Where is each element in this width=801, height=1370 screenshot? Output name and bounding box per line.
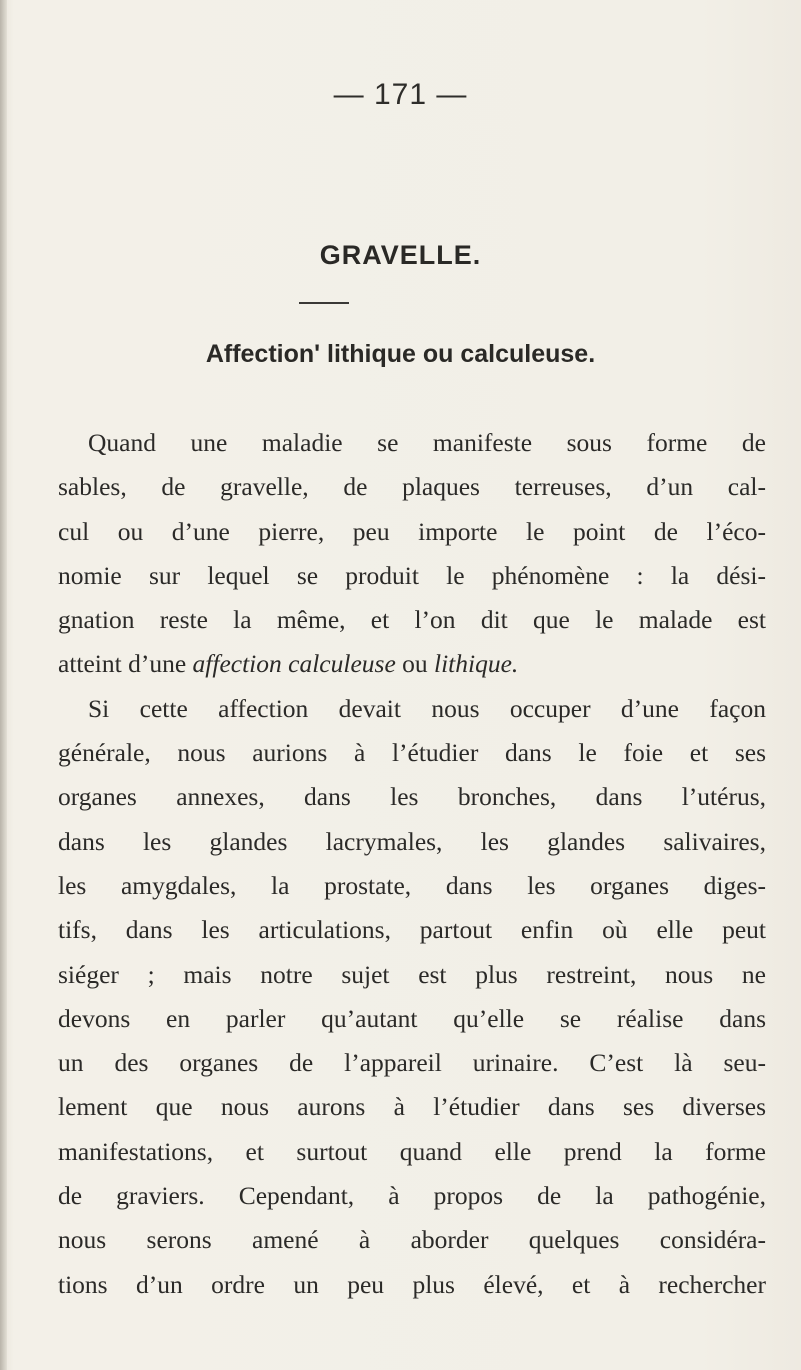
text-line: Quand une maladie se manifeste sous forme de [88, 428, 766, 457]
text-line: nomie sur lequel se produit le phénomène : la dési- [58, 560, 766, 590]
italic-term: affection calculeuse [192, 649, 396, 679]
text-line: devons en parler qu’autant qu’elle se réalise dans [58, 1003, 766, 1033]
page-spine-edge [0, 0, 7, 1370]
text-line: lement que nous aurons à l’étudier dans ses diverses [58, 1092, 766, 1122]
text-line: dans les glandes lacrymales, les glandes salivaires, [58, 826, 766, 856]
body-text [58, 421, 766, 1307]
text-line: gnation reste la même, et l’on dit que le malade est [58, 605, 766, 635]
text-span: atteint d’une [58, 649, 193, 679]
text-line: cul ou d’une pierre, peu importe le point de l’éco- [58, 516, 766, 546]
text-line: sables, de gravelle, de plaques terreuses, d’un cal- [58, 472, 766, 502]
text-line: les amygdales, la prostate, dans les organes diges- [58, 870, 766, 900]
text-line: nous serons amené à aborder quelques considéra- [58, 1225, 766, 1255]
italic-term: lithique. [434, 649, 519, 679]
text-line: Si cette affection devait nous occuper d’une façon [88, 693, 766, 723]
text-line: générale, nous aurions à l’étudier dans le foie et ses [58, 738, 766, 768]
text-line: organes annexes, dans les bronches, dans l’utérus, [58, 782, 766, 812]
text-line: tions d’un ordre un peu plus élevé, et à rechercher [58, 1269, 766, 1299]
chapter-title: GRAVELLE. [319, 240, 482, 270]
page-number: — 171 — [333, 78, 468, 111]
text-line [58, 642, 766, 686]
chapter-subtitle: Affection' lithique ou calculeuse. [205, 340, 596, 368]
text-line: tifs, dans les articulations, partout enfin où elle peut [58, 915, 766, 945]
text-line: de graviers. Cependant, à propos de la pathogénie, [58, 1181, 766, 1211]
text-span: ou [395, 649, 435, 679]
text-line: siéger ; mais notre sujet est plus restreint, nous ne [58, 959, 766, 989]
title-divider [299, 302, 349, 304]
text-line: manifestations, et surtout quand elle prend la forme [58, 1136, 766, 1166]
text-line: un des organes de l’appareil urinaire. C’est là seu- [58, 1048, 766, 1078]
